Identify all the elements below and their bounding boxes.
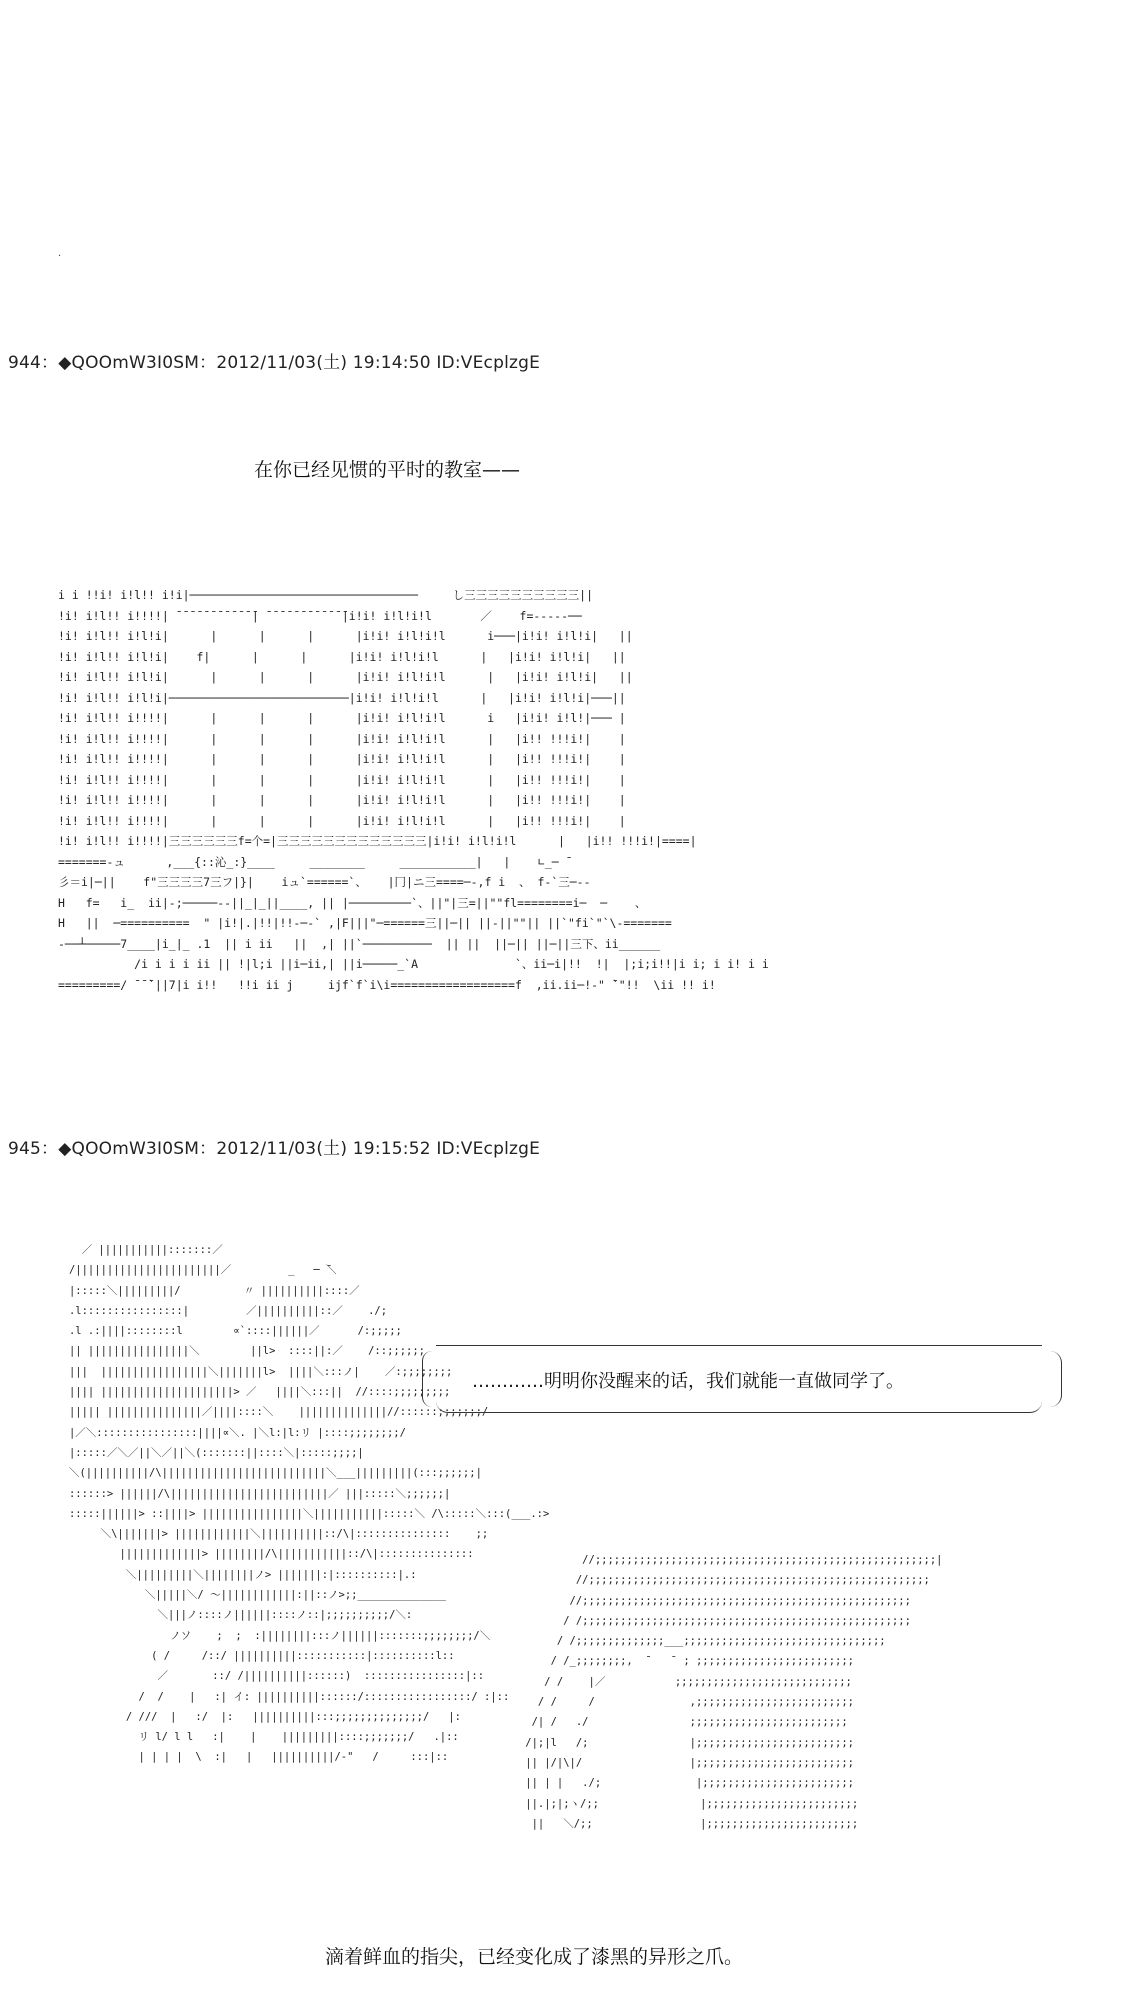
stray-mark: . (58, 248, 62, 259)
speech-bubble-left-edge (422, 1351, 441, 1407)
speech-bubble-bottom-edge (436, 1400, 1042, 1413)
rubble-ascii-art: //;;;;;;;;;;;;;;;;;;;;;;;;;;;;;;;;;;;;;;;;;;;;;;;;;;;;;;| //;;;;;;;;;;;;;;;;;;;;;;;;;;;;;;;;;;;;;;;;;;;;;;;;;;;;;; //;;;;;;;;;;;;;;;;;;;;;;;;;;;;;;;;;;;;;;;;;;;;;;;;;;;; / /;;;;;;;;;;;;;;;;;;;;;;;;;;;;;;;;;;;;;;;;;;;;;;;;;;;; / /;;;;;;;;;;;;;;___;;;;;;;;;;;;;;;;;;;;;;;;;;;;;;;; / /_;;;;;;;;, ̄ ̄ ; ;;;;;;;;;;;;;;;;;;;;;;;;; / / |／ ;;;;;;;;;;;;;;;;;;;;;;;;;;;; / / / ,;;;;;;;;;;;;;;;;;;;;;;;;; /| / ./ ;;;;;;;;;;;;;;;;;;;;;;;;; /|;|l /; |;;;;;;;;;;;;;;;;;;;;;;;;; || |/|\|/ |;;;;;;;;;;;;;;;;;;;;;;;;; || | | ./; |;;;;;;;;;;;;;;;;;;;;;;;; ||.|;|;ヽ/;; |;;;;;;;;;;;;;;;;;;;;;;;; || ＼/;; |;;;;;;;;;;;;;;;;;;;;;;;; (525, 1554, 943, 1830)
post-944-caption: 在你已经见惯的平时的教室—— (254, 459, 521, 481)
speech-bubble-top-edge (436, 1345, 1042, 1358)
post-945-header: 945：◆QOOmW3I0SM：2012/11/03(土) 19:15:52 ID:VEcplzgE (8, 1139, 541, 1159)
speech-bubble-right-edge (1039, 1351, 1062, 1407)
speech-bubble (422, 1345, 1062, 1413)
creature-ascii-art: ／ |||||||||||:::::::／ /|||||||||||||||||||||||／ _ ─ ̄＼ |:::::＼|||||||||/ 〃 ||||||||||::::／ .l::::::::::::::::| ／||||||||||::／ ./; .l .:||||::::::::l ∝`::::||||||／ /:;;;;; || ||||||||||||||||＼ ||l> ::::||:／ /::;;;;;; ||| |||||||||||||||||＼|||||||l> ||||＼:::ノ| ／:;;;;;;;; |||| |||||||||||||||||||||> ／ ||||＼:::|| //::::;;;;;;;;; ||||| |||||||||||||||／||||::::＼ ||||||||||||||//::::::;;;;;;;/ |／＼::::::::::::::::||||∝＼. |＼l:|l:リ |::::;;;;;;;;/ |:::::／＼／||＼／||＼(:::::::||::::＼|:::::;;;;| ＼(||||||||||/\||||||||||||||||||||||||||＼___|||||||||(:::;;;;;;| ::::::> ||||||/\|||||||||||||||||||||||||／ |||:::::＼;;;;;;| :::::||||||> ::||||> ||||||||||||||||＼|||||||||||:::::＼ /\:::::＼:::(___.:> ＼\|||||||> ||||||||||||＼||||||||||::/\|::::::::::::::: ;; |||||||||||||> ||||||||/\|||||||||||::/\|::::::::::::::: ＼|||||||||＼||||||||ノ> |||||||:|::::::::::|.: ＼|||||＼/ 〜||||||||||||:||::ノ>;;______________ ＼|||ノ::::ノ||||||::::ノ::|;;;;;;;;;;/＼: ノソ ; ; :||||||||:::ノ||||||:::::::;;;;;;;;/＼ ( / /::/ ||||||||||:::::::::::|::::::::::l:: ／ ::/ /||||||||||::::::) ::::::::::::::::|:: / / | :| イ: ||||||||||::::::/:::::::::::::::::/ :|:: / /// | :/ |: ||||||||||:::;;;;;;;;;;;;;;/ |: リ l/ l l :| | |||||||||::::;;;;;;;/ .|:: | | | | \ :| | ||||||||||/-" / :::|:: (68, 1244, 550, 1764)
post-944-header: 944：◆QOOmW3I0SM：2012/11/03(土) 19:14:50 ID:VEcplzgE (8, 353, 541, 373)
classroom-ascii-art: i i !!i! i!l!! i!i|───────────────────────────────── し三三三三三三三三三三|| !i! i!l!! i!!!!| ̄ ̄ ̄ ̄ ̄ ̄ ̄ ̄ ̄ ̄ ̄ ̄| ̄ ̄ ̄ ̄ ̄ ̄ ̄ ̄ ̄ ̄ ̄ ̄|i!i! i!l!i!l ／ f=-----── !i! i!l!! i!l!i| | | | |i!i! i!l!i!l i───|i!i! i!l!i| || !i! i!l!! i!l!i| f| | | |i!i! i!l!i!l | |i!i! i!l!i| || !i! i!l!! i!l!i| | | | |i!i! i!l!i!l | |i!i! i!l!i| || !i! i!l!! i!l!i|──────────────────────────|i!i! i!l!i!l | |i!i! i!l!i|───|| !i! i!l!! i!!!!| | | | |i!i! i!l!i!l i |i!i! i!l!|─── | !i! i!l!! i!!!!| | | | |i!i! i!l!i!l | |i!! !!!i!| | !i! i!l!! i!!!!| | | | |i!i! i!l!i!l | |i!! !!!i!| | !i! i!l!! i!!!!| | | | |i!i! i!l!i!l | |i!! !!!i!| | !i! i!l!! i!!!!| | | | |i!i! i!l!i!l | |i!! !!!i!| | !i! i!l!! i!!!!| | | | |i!i! i!l!i!l | |i!! !!!i!| | !i! i!l!! i!!!!|三三三三三三f=个=|三三三三三三三三三三三三三|i!i! i!l!i!l | |i!! !!!i!|====| =======-ュ ,___{::沁_:}____ ________ ___________| | ∟_─ ̄ 彡＝i|─|| f"三三三三7三フ|}| iュ`======`、 |冂|ニ三====─-,f i 、 f-`三─-- H f= i_ ii|-;─────--||_|_||____, || |─────────`、||"|三=||""fl========i─ ─ 、 H || ─========== " |i!|.|!!|!!-─-` ,|F|||"─======三||─|| ||-||""|| ||`"fi`"`\-======= -──┴─────7____|i_|_ .1 || i ii || ,| ||`────────── || || ||─|| ||─||三下、ii______ /i i i i ii || !|l;i ||i─ii,| ||i─────_`A `、ii─i|!! !| |;i;i!!|i i; i i! i i =========/ ̄ ̄ ̄`||7|i i!! !!i ii j ijf`f`i\i==================f ,ii.ii─!-" ̄`"!! \ii !! i! (58, 588, 769, 992)
speech-bubble-text: …………明明你没醒来的话，我们就能一直做同学了。 (472, 1371, 904, 1392)
post-945-caption: 滴着鲜血的指尖，已经变化成了漆黑的异形之爪。 (325, 1946, 744, 1968)
